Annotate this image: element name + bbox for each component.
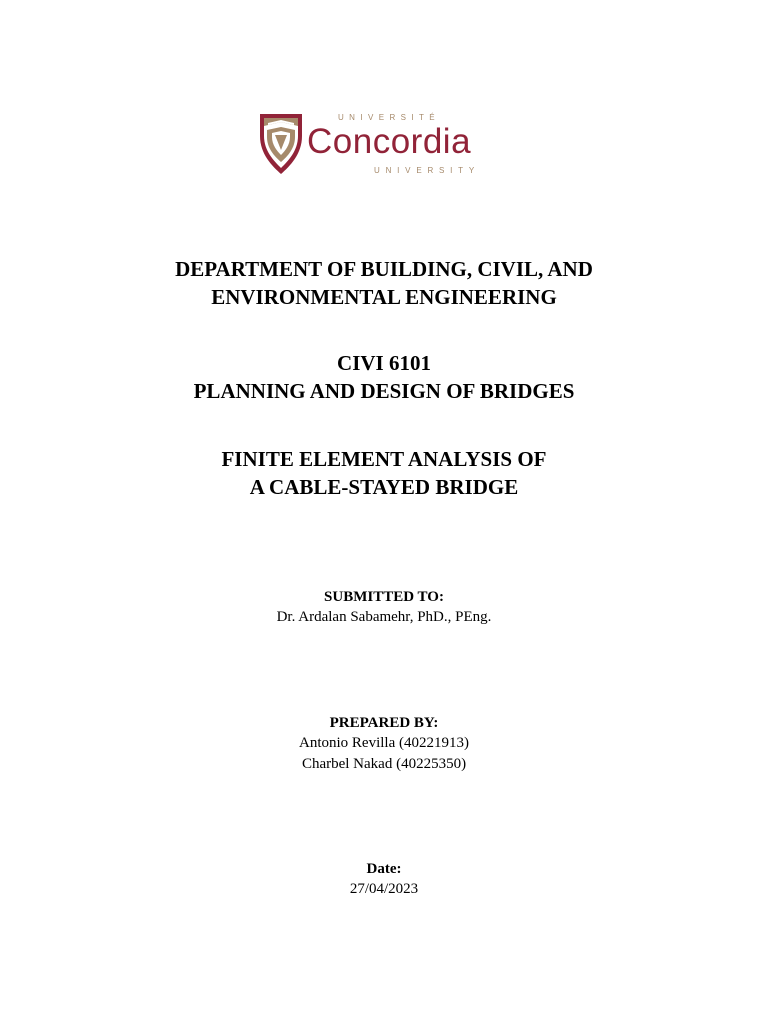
department-line-1: DEPARTMENT OF BUILDING, CIVIL, AND — [175, 257, 593, 281]
concordia-logo — [258, 110, 518, 176]
submitted-to-name: Dr. Ardalan Sabamehr, PhD., PEng. — [276, 609, 492, 625]
date-section — [0, 859, 768, 900]
department-heading — [0, 255, 768, 311]
report-title-line-1: FINITE ELEMENT ANALYSIS OF — [221, 447, 547, 471]
course-heading — [0, 349, 768, 405]
logo-top-text: UNIVERSITÉ — [338, 113, 441, 122]
report-title — [0, 445, 768, 501]
submitted-to-section — [0, 587, 768, 628]
course-name: PLANNING AND DESIGN OF BRIDGES — [193, 379, 575, 403]
logo-bottom-text: UNIVERSITY — [374, 166, 481, 175]
date-value: 27/04/2023 — [349, 881, 419, 897]
report-title-line-2: A CABLE-STAYED BRIDGE — [249, 475, 519, 499]
department-line-2: ENVIRONMENTAL ENGINEERING — [211, 285, 557, 309]
author-name: Charbel Nakad (40225350) — [301, 756, 467, 772]
course-code: CIVI 6101 — [337, 351, 431, 375]
logo-wordmark: Concordia — [307, 122, 472, 161]
author-name: Antonio Revilla (40221913) — [299, 735, 469, 751]
submitted-to-label: SUBMITTED TO: — [324, 589, 444, 605]
prepared-by-label: PREPARED BY: — [329, 715, 439, 731]
concordia-shield-icon — [258, 110, 304, 176]
date-label: Date: — [366, 861, 402, 877]
prepared-by-section — [0, 713, 768, 775]
